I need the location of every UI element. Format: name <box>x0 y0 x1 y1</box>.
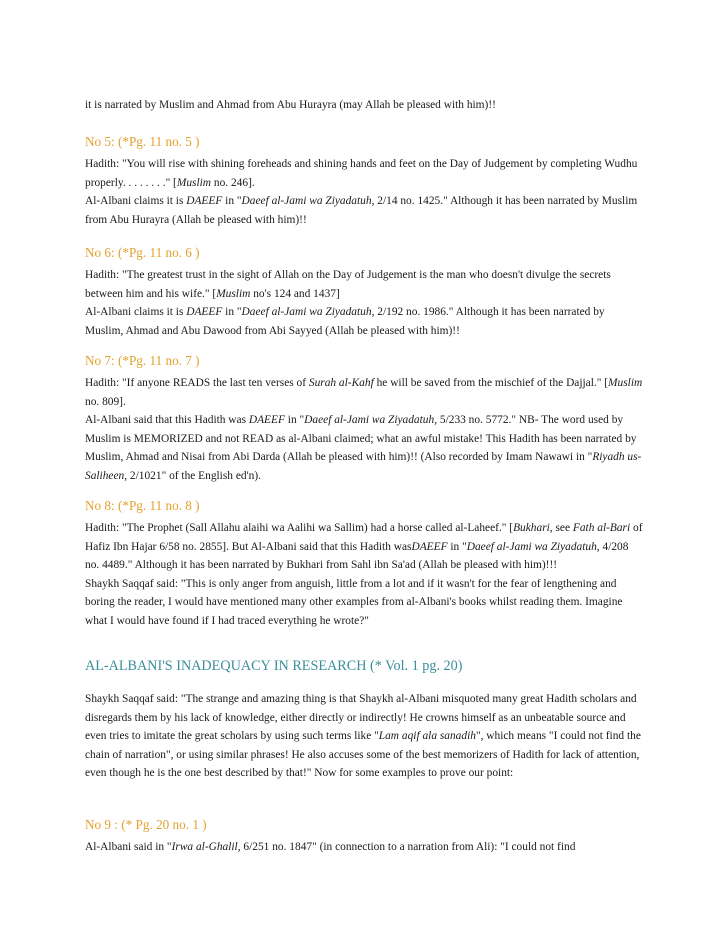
item-5 <box>85 133 645 229</box>
text: ", which means "I could not find the chain of narration", or using similar phrases! He also accuses some of the best memorizers of Hadith for lack of attention, even though he is the one best described by that!" Now for some examples to prove our point: <box>85 730 641 780</box>
riyadh-italic: Riyadh us-Saliheen <box>85 451 642 482</box>
daeef-italic: DAEEF <box>186 306 223 319</box>
item-7-albani <box>85 411 645 485</box>
text: Al-Albani said in " <box>85 841 172 853</box>
text: of Hafiz Ibn Hajar 6/58 no. 2855]. But Al-Albani said that this Hadith was <box>85 522 643 553</box>
book-italic: Daeef al-Jami wa Ziyadatuh <box>304 414 435 427</box>
bukhari-italic: Bukhari <box>513 522 550 534</box>
text: in " <box>447 540 467 553</box>
text: no's 124 and 1437] <box>250 287 340 300</box>
item-9-heading: No 9 : (* Pg. 20 no. 1 ) <box>85 817 207 832</box>
fath-italic: Fath al-Bari <box>572 522 631 534</box>
item-7 <box>85 352 645 486</box>
text: in " <box>284 414 305 427</box>
book-italic: Daeef al-Jami wa Ziyadatuh <box>466 540 597 553</box>
item-5-hadith <box>85 155 645 192</box>
text: , 2/14 no. 1425." Although it has been narrated by Muslim from Abu Hurayra (Allah be pleased with him)!! <box>85 195 638 226</box>
text: , 2/1021" of the English ed'n). <box>124 469 261 482</box>
item-6 <box>85 244 645 340</box>
text: , 6/251 no. 1847" (in connection to a narration from Ali): "I could not find <box>237 841 576 853</box>
section-paragraph <box>85 690 645 783</box>
text: , 2/192 no. 1986." Although it has been narrated by Muslim, Ahmad and Abu Dawood from Abi Sayyed (Allah be pleased with him)!! <box>85 306 605 337</box>
text: no. 246]. <box>211 176 255 189</box>
text: Hadith: "The greatest trust in the sight of Allah on the Day of Judgement is the man who doesn't divulge the secrets between him and his wife." [ <box>85 269 611 300</box>
item-8-saqqaf: Shaykh Saqqaf said: "This is only anger from anguish, little from a lot and if it wasn't for the fear of lengthening and boring the reader, I would have mentioned many other examples from al-Albani's books whilst reading them. Imagine what I would have found if I had traced everything he wrote?" <box>85 577 623 627</box>
text: Shaykh Saqqaf said: "The strange and amazing thing is that Shaykh al-Albani misquoted many great Hadith scholars and disregards them by his lack of knowledge, either directly or indirectly! He crowns himself as an unbeatable source and even tries to imitate the great scholars by using such terms like " <box>85 693 637 743</box>
item-9 <box>85 816 645 857</box>
text: Al-Albani said that this Hadith was <box>85 414 249 427</box>
lam-italic: Lam aqif ala sanadih <box>378 730 476 743</box>
text: Al-Albani claims it is <box>85 306 187 319</box>
text: Hadith: "The Prophet (Sall Allahu alaihi wa Aalihi wa Sallim) had a horse called al-Laheef." [ <box>85 522 514 534</box>
source-italic: Muslim <box>216 287 251 300</box>
item-5-albani <box>85 192 645 229</box>
text: in " <box>222 195 242 208</box>
book-italic: Daeef al-Jami wa Ziyadatuh <box>241 195 372 208</box>
source-italic: Muslim <box>608 377 643 389</box>
item-8-heading: No 8: (*Pg. 11 no. 8 ) <box>85 498 200 513</box>
item-5-heading: No 5: (*Pg. 11 no. 5 ) <box>85 134 200 149</box>
text: , 4/208 no. 4489." Although it has been narrated by Bukhari from Sahl ibn Sa'ad (Allah be pleased with him)!!! <box>85 540 629 572</box>
item-7-hadith <box>85 374 645 411</box>
irwa-italic: Irwa al-Ghalil <box>171 841 238 853</box>
book-italic: Daeef al-Jami wa Ziyadatuh <box>241 306 372 319</box>
item-7-heading: No 7: (*Pg. 11 no. 7 ) <box>85 353 200 368</box>
daeef-italic: DAEEF <box>248 414 285 427</box>
text: in " <box>222 306 242 319</box>
text: no. 809]. <box>85 395 126 408</box>
text: , see <box>549 522 573 534</box>
text: he will be saved from the mischief of the Dajjal." [ <box>373 377 609 389</box>
text: Al-Albani claims it is <box>85 195 187 208</box>
daeef-italic: DAEEF <box>186 195 223 208</box>
surah-italic: Surah al-Kahf <box>308 377 374 389</box>
daeef-italic: DAEEF <box>411 540 448 553</box>
item-8-hadith <box>85 519 645 575</box>
item-9-text <box>85 838 645 857</box>
intro-line: it is narrated by Muslim and Ahmad from Abu Hurayra (may Allah be pleased with him)!! <box>85 99 496 111</box>
text: Hadith: "If anyone READS the last ten verses of <box>85 377 309 389</box>
item-8 <box>85 497 645 631</box>
text: Hadith: "You will rise with shining foreheads and shining hands and feet on the Day of Judgement by completing Wudhu properly. . . . . . . ." [ <box>85 158 638 189</box>
section-heading: AL-ALBANI'S INADEQUACY IN RESEARCH (* Vol. 1 pg. 20) <box>85 658 463 674</box>
source-italic: Muslim <box>176 176 212 189</box>
item-6-albani <box>85 303 645 340</box>
item-6-hadith <box>85 266 645 303</box>
text: , 5/233 no. 5772." NB- The word used by Muslim is MEMORIZED and not READ as al-Albani claimed; what an awful mistake! This Hadith has been narrated by Muslim, Ahmad and Nisai from Abi Darda (Allah be pleased with him)!! (Also recorded by Imam Nawawi in " <box>85 414 637 464</box>
item-6-heading: No 6: (*Pg. 11 no. 6 ) <box>85 245 200 260</box>
